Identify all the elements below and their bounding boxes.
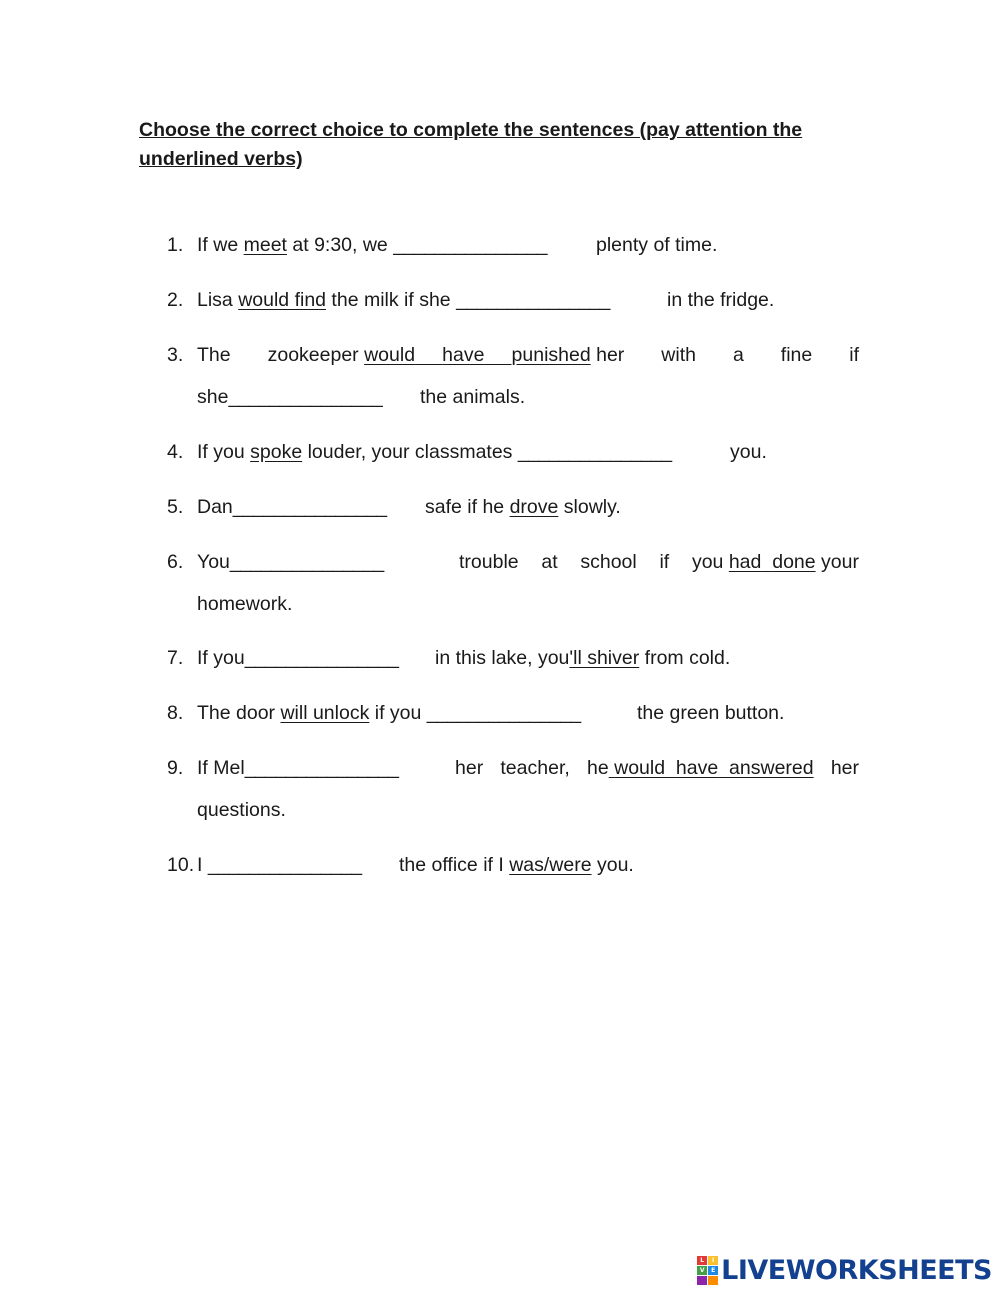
underlined-verb: will unlock (280, 702, 370, 724)
question-number: 1. (167, 234, 184, 256)
underlined-verb: would have punished (364, 344, 591, 366)
answer-blank[interactable]: _______________ (456, 289, 610, 311)
answer-blank[interactable]: _______________ (207, 854, 362, 876)
answer-blank[interactable]: _______________ (244, 757, 399, 779)
answer-blank[interactable]: _______________ (517, 441, 672, 463)
question-text: Lisa would find the milk if she _______________ (197, 289, 610, 311)
answer-blank[interactable]: _______________ (393, 234, 547, 256)
underlined-verb: was/were (509, 854, 592, 876)
question-number: 4. (167, 441, 184, 463)
answer-blank[interactable]: _______________ (244, 647, 399, 669)
question-number: 5. (167, 496, 184, 518)
question-text: If you spoke louder, your classmates _______________ (197, 441, 672, 463)
liveworksheets-logo-icon: L I V E (697, 1256, 718, 1285)
underlined-verb: drove (509, 496, 559, 518)
question-text: The zookeeper would have punished her with a fine if (197, 344, 859, 366)
question-number: 10. (167, 854, 195, 876)
underlined-verb: had done (728, 551, 816, 573)
question-text: If Mel_______________ (197, 757, 399, 779)
question-text: If you_______________ (197, 647, 399, 669)
question-number: 6. (167, 551, 184, 573)
underlined-verb: 'll shiver (569, 647, 640, 669)
answer-blank[interactable]: _______________ (426, 702, 581, 724)
question-number: 3. (167, 344, 184, 366)
question-text: Dan_______________ (197, 496, 387, 518)
underlined-verb: would find (238, 289, 327, 311)
underlined-verb: spoke (250, 441, 303, 463)
question-text: You_______________ (197, 551, 384, 573)
liveworksheets-logo (697, 1256, 992, 1284)
answer-blank[interactable]: _______________ (228, 386, 383, 408)
underlined-verb: would have answered (614, 757, 814, 779)
question-text: The door will unlock if you _______________ (197, 702, 581, 724)
instructions-heading: Choose the correct choice to complete the sentences (pay attention the underlined verbs) (139, 119, 803, 170)
answer-blank[interactable]: _______________ (229, 551, 384, 573)
question-number: 7. (167, 647, 184, 669)
logo-text: LIVEWORKSHEETS (721, 1254, 992, 1286)
question-number: 2. (167, 289, 184, 311)
question-text: If we meet at 9:30, we _______________ (197, 234, 547, 256)
underlined-verb: meet (243, 234, 287, 256)
answer-blank[interactable]: _______________ (232, 496, 387, 518)
question-number: 9. (167, 757, 184, 779)
question-number: 8. (167, 702, 184, 724)
question-text: I _______________ (197, 854, 362, 876)
